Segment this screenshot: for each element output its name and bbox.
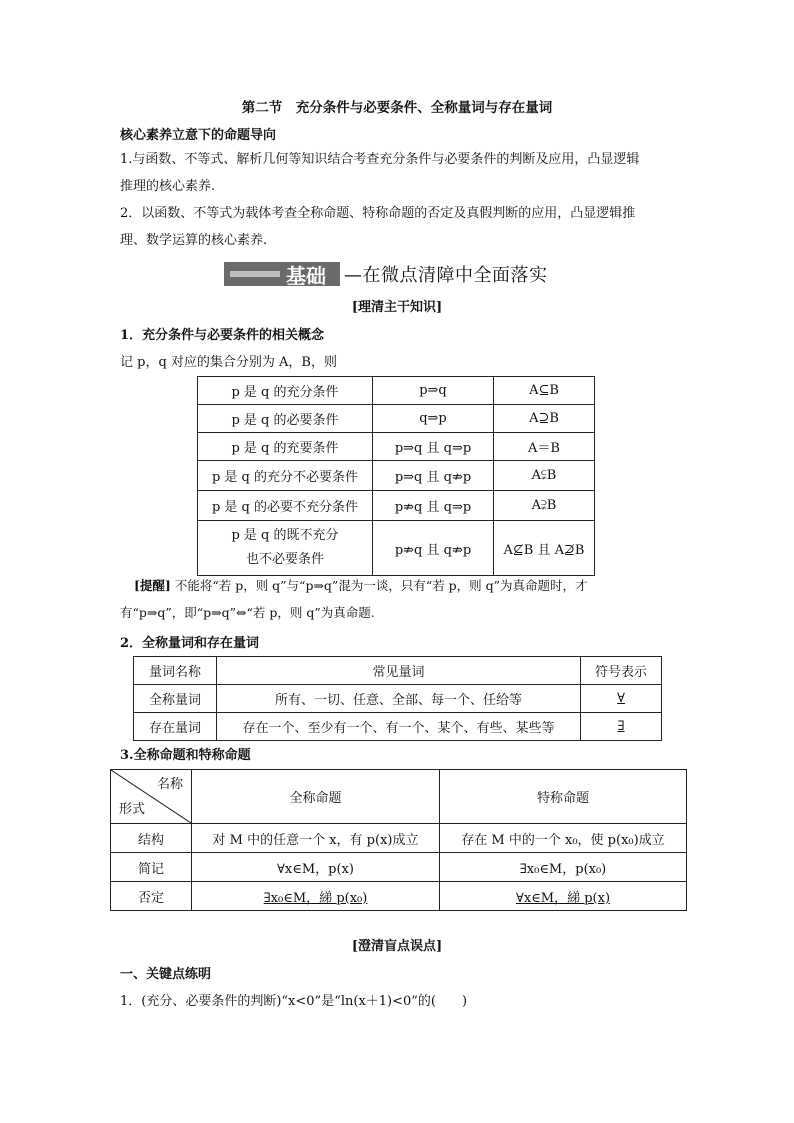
tip-text: 有“p⇒q”，即“p⇒q”⇔“若 p，则 q”为真命题. <box>120 605 375 620</box>
banner-stripe <box>230 271 280 277</box>
table-cell: A＝B <box>494 433 595 461</box>
table-cell: p 是 q 的充分条件 <box>198 377 373 405</box>
table-cell: A⫋B <box>494 461 595 491</box>
table-cell: ∀ <box>581 685 662 713</box>
table-cell: ∃x₀∈M，綈 p(x₀) <box>192 882 440 911</box>
table-cell: 全称量词 <box>134 685 217 713</box>
proposition-table <box>110 769 687 911</box>
table-cell: 存在一个、至少有一个、有一个、某个、有些、某些等 <box>217 713 581 741</box>
guide-line: 2．以函数、不等式为载体考查全称命题、特称命题的否定及真假判断的应用，凸显逻辑推 <box>120 206 636 221</box>
guide-heading: 核心素养立意下的命题导向 <box>120 128 277 143</box>
table-cell: 所有、一切、任意、全部、每一个、任给等 <box>217 685 581 713</box>
guide-line: 推理的核心素养. <box>120 179 216 194</box>
table-cell: ∃ <box>581 713 662 741</box>
table-cell: p 是 q 的必要条件 <box>198 405 373 433</box>
table-row <box>198 491 595 521</box>
cell-line: 也不必要条件 <box>245 552 324 567</box>
table-row <box>198 433 595 461</box>
tip-text: 不能将“若 p，则 q”与“p⇒q”混为一谈，只有“若 p，则 q”为真命题时，才 <box>174 578 588 593</box>
table-cell: 对 M 中的任意一个 x，有 p(x)成立 <box>192 824 440 853</box>
table-header-cell: 量词名称 <box>134 657 217 685</box>
table-cell: p 是 q 的充分不必要条件 <box>198 461 373 491</box>
table-cell: p⇏q 且 q⇒p <box>373 491 494 521</box>
guide-line: 理、数学运算的核心素养. <box>120 233 268 248</box>
table-cell: 存在 M 中的一个 x₀，使 p(x₀)成立 <box>440 824 687 853</box>
corner-cell <box>111 770 192 824</box>
table-row <box>198 461 595 491</box>
table-cell <box>198 521 373 576</box>
table-row <box>111 770 687 824</box>
table-cell: 存在量词 <box>134 713 217 741</box>
table-header-cell: 常见量词 <box>217 657 581 685</box>
condition-table <box>197 376 595 576</box>
table-cell: 否定 <box>111 882 192 911</box>
table-row <box>134 713 662 741</box>
table-cell: p 是 q 的充要条件 <box>198 433 373 461</box>
guide-line: 1.与函数、不等式、解析几何等知识结合考查充分条件与必要条件的判断及应用，凸显逻辑 <box>120 152 640 167</box>
table-cell: A⫌B <box>494 491 595 521</box>
section-heading-knowledge: [理清主干知识] <box>351 300 443 315</box>
s3-title: 3.全称命题和特称命题 <box>120 748 251 763</box>
table-header-cell: 特称命题 <box>440 770 687 824</box>
table-cell: A⊇B <box>494 405 595 433</box>
s1-title: 1．充分条件与必要条件的相关概念 <box>120 328 325 343</box>
corner-top-label: 名称 <box>156 777 183 792</box>
corner-bottom-label: 形式 <box>119 802 146 817</box>
part1-heading: 一、关键点练明 <box>120 967 212 982</box>
table-cell: p 是 q 的必要不充分条件 <box>198 491 373 521</box>
table-cell: q⇒p <box>373 405 494 433</box>
table-cell: 结构 <box>111 824 192 853</box>
table-cell: 简记 <box>111 853 192 882</box>
table-cell: ∀x∈M，p(x) <box>192 853 440 882</box>
table-cell: p⇏q 且 q⇏p <box>373 521 494 576</box>
tip-label: [提醒] <box>134 578 171 593</box>
table-cell: A⊈B 且 A⊉B <box>494 521 595 576</box>
table-row <box>111 882 687 911</box>
table-row <box>198 377 595 405</box>
table-cell: A⊆B <box>494 377 595 405</box>
table-cell: p⇒q 且 q⇏p <box>373 461 494 491</box>
quantifier-table <box>133 656 662 741</box>
guide-list <box>120 146 680 254</box>
table-row <box>134 657 662 685</box>
table-row <box>111 853 687 882</box>
table-row <box>198 521 595 576</box>
table-row <box>134 685 662 713</box>
banner-bar <box>224 262 340 286</box>
section-banner <box>224 261 562 287</box>
section-heading-pitfalls: [澄清盲点误点] <box>351 939 443 954</box>
table-cell: ∃x₀∈M，p(x₀) <box>440 853 687 882</box>
banner-bold-text: 基础 <box>286 263 326 288</box>
banner-subtitle: —在微点清障中全面落实 <box>344 265 548 286</box>
table-row <box>111 824 687 853</box>
s2-title: 2．全称量词和存在量词 <box>120 636 260 651</box>
table-row <box>198 405 595 433</box>
table-header-cell: 符号表示 <box>581 657 662 685</box>
tip-block <box>120 572 680 626</box>
page-title: 第二节 充分条件与必要条件、全称量词与存在量词 <box>241 100 553 116</box>
table-cell: p⇒q <box>373 377 494 405</box>
table-cell: p⇒q 且 q⇒p <box>373 433 494 461</box>
cell-line: p 是 q 的既不充分 <box>231 528 339 543</box>
question-1: 1．(充分、必要条件的判断)“x<0”是“ln(x＋1)<0”的( ) <box>120 994 468 1009</box>
table-header-cell: 全称命题 <box>192 770 440 824</box>
s1-intro: 记 p，q 对应的集合分别为 A，B，则 <box>120 355 337 370</box>
table-cell: ∀x∈M，綈 p(x) <box>440 882 687 911</box>
